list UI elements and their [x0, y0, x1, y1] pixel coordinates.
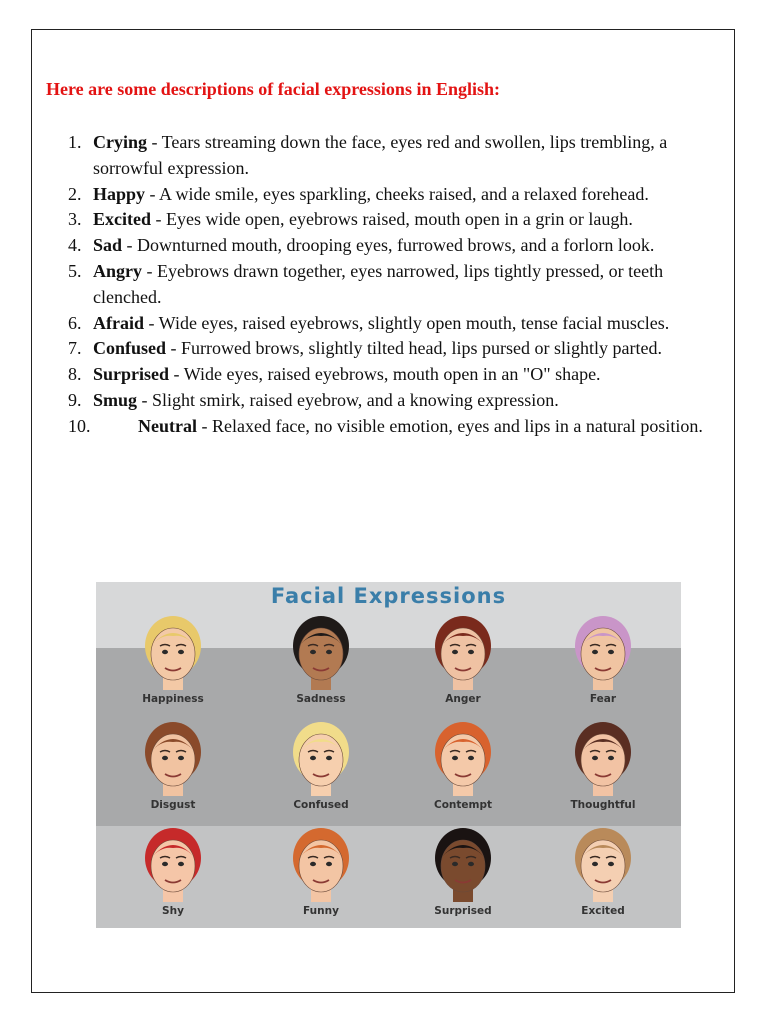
face-funny: [266, 824, 376, 917]
list-item-term: Happy: [93, 183, 146, 204]
list-item-description: - Downturned mouth, drooping eyes, furrowed brows, and a forlorn look.: [122, 235, 655, 256]
face-caption: Excited: [581, 905, 625, 917]
list-item: [46, 336, 726, 362]
list-item-term: Afraid: [93, 312, 144, 333]
face-excited: [548, 824, 658, 917]
face-illustration: [281, 824, 361, 904]
list-item-term: Confused: [93, 338, 167, 359]
list-item: [46, 362, 726, 388]
face-caption: Anger: [445, 693, 481, 705]
face-caption: Sadness: [296, 693, 346, 705]
list-item-term: Angry: [93, 260, 142, 281]
list-item-number: 9.: [68, 389, 82, 410]
list-item: [46, 259, 726, 311]
list-item-term: Neutral: [138, 415, 197, 436]
list-item-description: - Slight smirk, raised eyebrow, and a knowing expression.: [137, 389, 559, 410]
list-item-number: 4.: [68, 235, 82, 256]
list-item-term: Sad: [93, 235, 123, 256]
face-caption: Shy: [162, 905, 184, 917]
list-item-description: - Relaxed face, no visible emotion, eyes and lips in a natural position.: [196, 415, 703, 436]
face-caption: Fear: [589, 693, 617, 705]
face-thoughtful: [548, 718, 658, 811]
list-item-number: 10.: [68, 415, 91, 436]
face-illustration: [281, 612, 361, 692]
face-caption: Contempt: [433, 799, 492, 811]
list-item-description: - Tears streaming down the face, eyes red and swollen, lips trembling, a sorrowful expression.: [93, 132, 668, 178]
list-item-description: - A wide smile, eyes sparkling, cheeks raised, and a relaxed forehead.: [145, 183, 649, 204]
face-illustration: [133, 718, 213, 798]
list-item-term: Crying: [93, 132, 147, 152]
face-happiness: [118, 612, 228, 705]
face-fear: [548, 612, 658, 705]
list-item: [46, 414, 726, 440]
facial-expressions-figure: [96, 582, 681, 928]
expression-list: [46, 130, 726, 440]
face-caption: Funny: [303, 905, 339, 917]
list-item: [46, 311, 726, 337]
face-illustration: [423, 718, 503, 798]
list-item-number: 1.: [68, 132, 82, 152]
face-caption: Thoughtful: [570, 799, 636, 811]
list-item: [46, 130, 726, 182]
face-caption: Confused: [293, 799, 349, 811]
face-disgust: [118, 718, 228, 811]
face-contempt: [408, 718, 518, 811]
list-item-description: - Wide eyes, raised eyebrows, mouth open in an "O" shape.: [169, 364, 601, 385]
list-item: [46, 207, 726, 233]
list-item-term: Excited: [93, 209, 151, 230]
list-item-number: 3.: [68, 209, 82, 230]
face-surprised: [408, 824, 518, 917]
list-item-description: - Wide eyes, raised eyebrows, slightly open mouth, tense facial muscles.: [144, 312, 670, 333]
face-illustration: [133, 824, 213, 904]
list-item: [46, 233, 726, 259]
face-shy: [118, 824, 228, 917]
list-item-number: 5.: [68, 260, 82, 281]
list-item-description: - Eyebrows drawn together, eyes narrowed, lips tightly pressed, or teeth clenched.: [93, 260, 664, 307]
list-item-number: 6.: [68, 312, 82, 333]
face-caption: Disgust: [150, 799, 196, 811]
list-item-term: Surprised: [93, 364, 170, 385]
list-item-description: - Eyes wide open, eyebrows raised, mouth open in a grin or laugh.: [151, 209, 633, 230]
list-item-number: 7.: [68, 338, 82, 359]
face-illustration: [423, 612, 503, 692]
face-illustration: [563, 824, 643, 904]
figure-title: Facial Expressions: [270, 584, 507, 608]
list-item: [46, 388, 726, 414]
face-illustration: [563, 718, 643, 798]
face-illustration: [281, 718, 361, 798]
face-caption: Happiness: [142, 693, 204, 705]
list-item: [46, 182, 726, 208]
face-illustration: [563, 612, 643, 692]
face-anger: [408, 612, 518, 705]
page-heading: Here are some descriptions of facial expressions in English:: [46, 79, 500, 99]
list-item-term: Smug: [93, 389, 138, 410]
list-item-description: - Furrowed brows, slightly tilted head, lips pursed or slightly parted.: [166, 338, 662, 359]
face-confused: [266, 718, 376, 811]
list-item-number: 8.: [68, 364, 82, 385]
list-item-number: 2.: [68, 183, 82, 204]
face-illustration: [133, 612, 213, 692]
face-caption: Surprised: [434, 905, 492, 917]
face-sadness: [266, 612, 376, 705]
face-illustration: [423, 824, 503, 904]
